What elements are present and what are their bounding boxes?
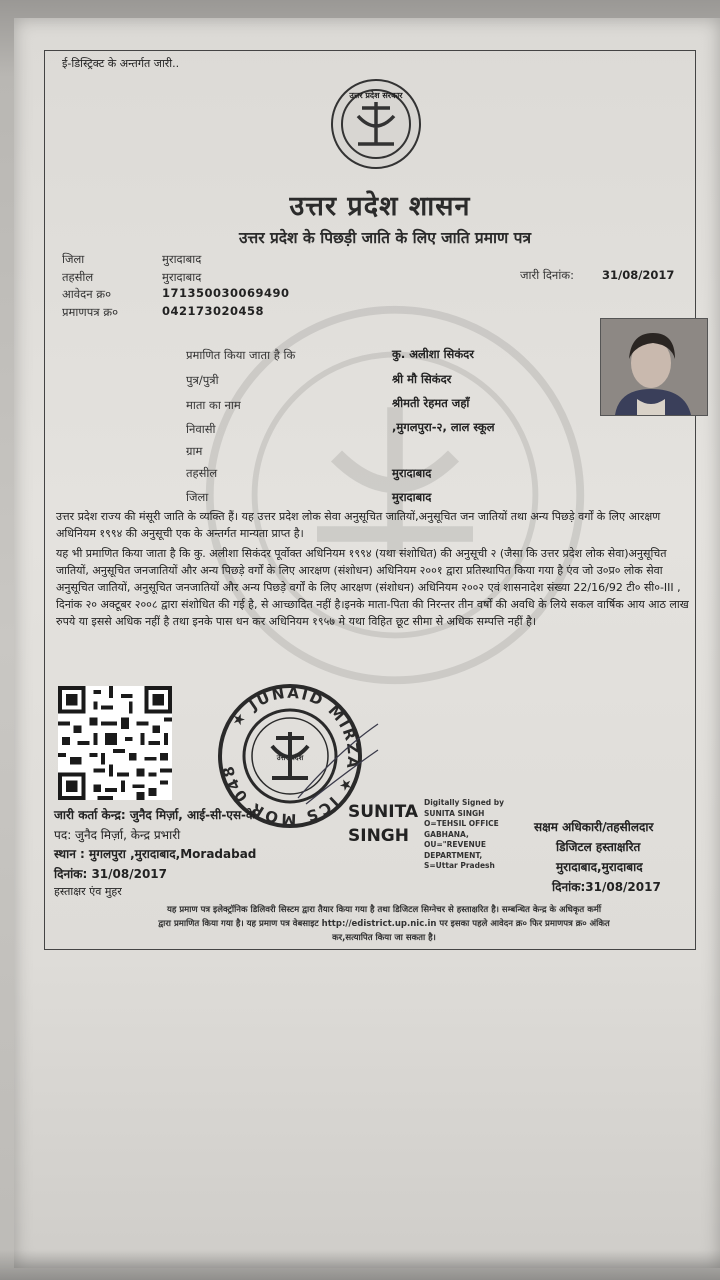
application-number: 171350030069490 bbox=[162, 286, 290, 300]
mother-name: श्रीमती रेहमत जहाँ bbox=[392, 396, 470, 410]
authority-date: दिनांक:31/08/2017 bbox=[552, 880, 661, 894]
tehsil-label: तहसील bbox=[62, 270, 94, 284]
certify-label: प्रमाणित किया जाता है कि bbox=[186, 348, 296, 362]
signer-name-line1: SUNITA bbox=[348, 802, 419, 822]
issuer-place: स्थान : मुगलपुरा ,मुरादाबाद,Moradabad bbox=[54, 847, 257, 861]
detail-tehsil-value: मुरादाबाद bbox=[392, 466, 432, 480]
applicant-photo bbox=[600, 318, 708, 416]
certificate-number-label: प्रमाणपत्र क्र० bbox=[62, 305, 119, 319]
tehsil-value: मुरादाबाद bbox=[162, 270, 202, 284]
signature-line: DEPARTMENT, bbox=[424, 850, 483, 860]
seal-ring-text: ★ JUNAID MIRZA ★ ICS MOR 048 bbox=[218, 683, 363, 829]
emblem-text: उत्तर प्रदेश सरकार bbox=[349, 91, 403, 100]
village-label: ग्राम bbox=[186, 444, 203, 458]
digital-signature-details bbox=[424, 798, 504, 872]
resident-value: ,मुगलपुरा-२, लाल स्कूल bbox=[392, 420, 495, 434]
certificate-number: 042173020458 bbox=[162, 304, 265, 318]
issue-date: 31/08/2017 bbox=[602, 268, 675, 282]
signature-line: OU="REVENUE bbox=[424, 840, 486, 849]
district-label: जिला bbox=[62, 252, 85, 266]
authority-title: सक्षम अधिकारी/तहसीलदार bbox=[534, 820, 654, 834]
signature-seal-label: हस्ताक्षर एंव मुहर bbox=[54, 885, 122, 898]
issue-date-label: जारी दिनांक: bbox=[520, 268, 575, 282]
applicant-name: कु. अलीशा सिकंदर bbox=[392, 347, 474, 361]
detail-district-value: मुरादाबाद bbox=[392, 490, 432, 504]
person-silhouette-icon bbox=[601, 319, 707, 415]
detail-tehsil-label: तहसील bbox=[186, 466, 218, 480]
district-value: मुरादाबाद bbox=[162, 252, 202, 266]
edistrict-note: ई-डिस्ट्रिक्ट के अन्तर्गत जारी.. bbox=[62, 57, 180, 70]
father-name: श्री मौ सिकंदर bbox=[392, 372, 452, 386]
issuing-center: जारी कर्ता केन्द्र: जुनैद मिर्ज़ा, आई-सी-एस-के bbox=[54, 808, 256, 822]
child-of-label: पुत्र/पुत्री bbox=[186, 373, 219, 387]
resident-label: निवासी bbox=[186, 422, 216, 436]
background-shadow bbox=[0, 1250, 720, 1280]
seal-center-text: उत्तर प्रदेश bbox=[276, 754, 304, 762]
signature-line: GABHANA, bbox=[424, 829, 469, 839]
signature-line: S=Uttar Pradesh bbox=[424, 861, 495, 870]
authority-location: मुरादाबाद,मुरादाबाद bbox=[556, 860, 643, 874]
page-title: उत्तर प्रदेश शासन bbox=[289, 191, 471, 222]
signature-line: Digitally Signed by bbox=[424, 798, 505, 807]
issuer-post: पद: जुनैद मिर्ज़ा, केन्द्र प्रभारी bbox=[54, 828, 181, 842]
signature-line: O=TEHSIL OFFICE bbox=[424, 819, 499, 828]
detail-district-label: जिला bbox=[186, 490, 209, 504]
certificate-subtitle: उत्तर प्रदेश के पिछड़ी जाति के लिए जाति प्रमाण पत्र bbox=[239, 229, 531, 247]
footer-note-line1: यह प्रमाण पत्र इलेक्ट्रॉनिक डिलिवरी सिस्टम द्वारा तैयार किया गया है तथा डिजिटल सिग्नेचर से हस्ताक्षरित है। सम्बन्धित केन्द्र के अधिकृत कर्मी bbox=[166, 905, 602, 915]
qr-code[interactable] bbox=[58, 686, 172, 800]
footer-note-line2: द्वारा प्रमाणित किया गया है। यह प्रमाण पत्र वेबसाइट http://edistrict.up.nic.in पर इसका पहले आवेदन क्र० फिर प्रमाणपत्र क्र० अंकित bbox=[158, 919, 610, 929]
certification-statement: यह भी प्रमाणित किया जाता है कि कु. अलीशा सिकंदर पूर्वोक्त अधिनियम १९९४ (यथा संशोधित) की अनुसूची २ (जैसा कि उत्तर प्रदेश लोक सेवा)अनुसूचित जातियों, अनुसूचित जनजातियों और अन्य पिछड़े वर्गों के लिए आरक्षण (संशोधन) अधिनियम २००१ द्वारा प्रतिस्थापित किया गया है एंव जो उ०प्र० लोक सेवा अनुसूचित जातियों, अनुसूचित जनजातियों और अन्य पिछड़े वर्गों के लिए आरक्षण (संशोधन) अधिनियम २००२ एवं शासनादेश संख्या 22/16/92 टी० सी०-III , दिनांक २० अक्टूबर २००८ द्वारा संशोधित की गई है, से आच्छादित नहीं है।इनके माता-पिता की निरन्तर तीन वर्षों की अवधि के लिये सकल वार्षिक आय आठ लाख रुपये या इससे अधिक नहीं है तथा इनके पास धन कर अधिनियम १९५७ मे यथा विहित छूट सीमा से अधिक सम्पत्ति नहीं है। bbox=[56, 547, 689, 628]
footer-note-line3: कर,सत्यापित किया जा सकता है। bbox=[332, 933, 436, 943]
caste-statement: उत्तर प्रदेश राज्य की मंसूरी जाति के व्यक्ति हैं। यह उत्तर प्रदेश लोक सेवा अनुसूचित जातियों,अनुसूचित जन जातियों तथा अन्य पिछड़े वर्गों के लिए आरक्षण अधिनियम १९९४ की अनुसूची एक के अन्तर्गत मान्यता प्राप्त है। bbox=[56, 510, 661, 540]
authority-digital: डिजिटल हस्ताक्षरित bbox=[556, 840, 641, 854]
signer-name-line2: SINGH bbox=[348, 826, 409, 846]
application-label: आवेदन क्र० bbox=[62, 287, 112, 301]
signature-line: SUNITA SINGH bbox=[424, 808, 485, 818]
mother-label: माता का नाम bbox=[186, 398, 241, 412]
issuer-date: दिनांक: 31/08/2017 bbox=[54, 867, 168, 881]
